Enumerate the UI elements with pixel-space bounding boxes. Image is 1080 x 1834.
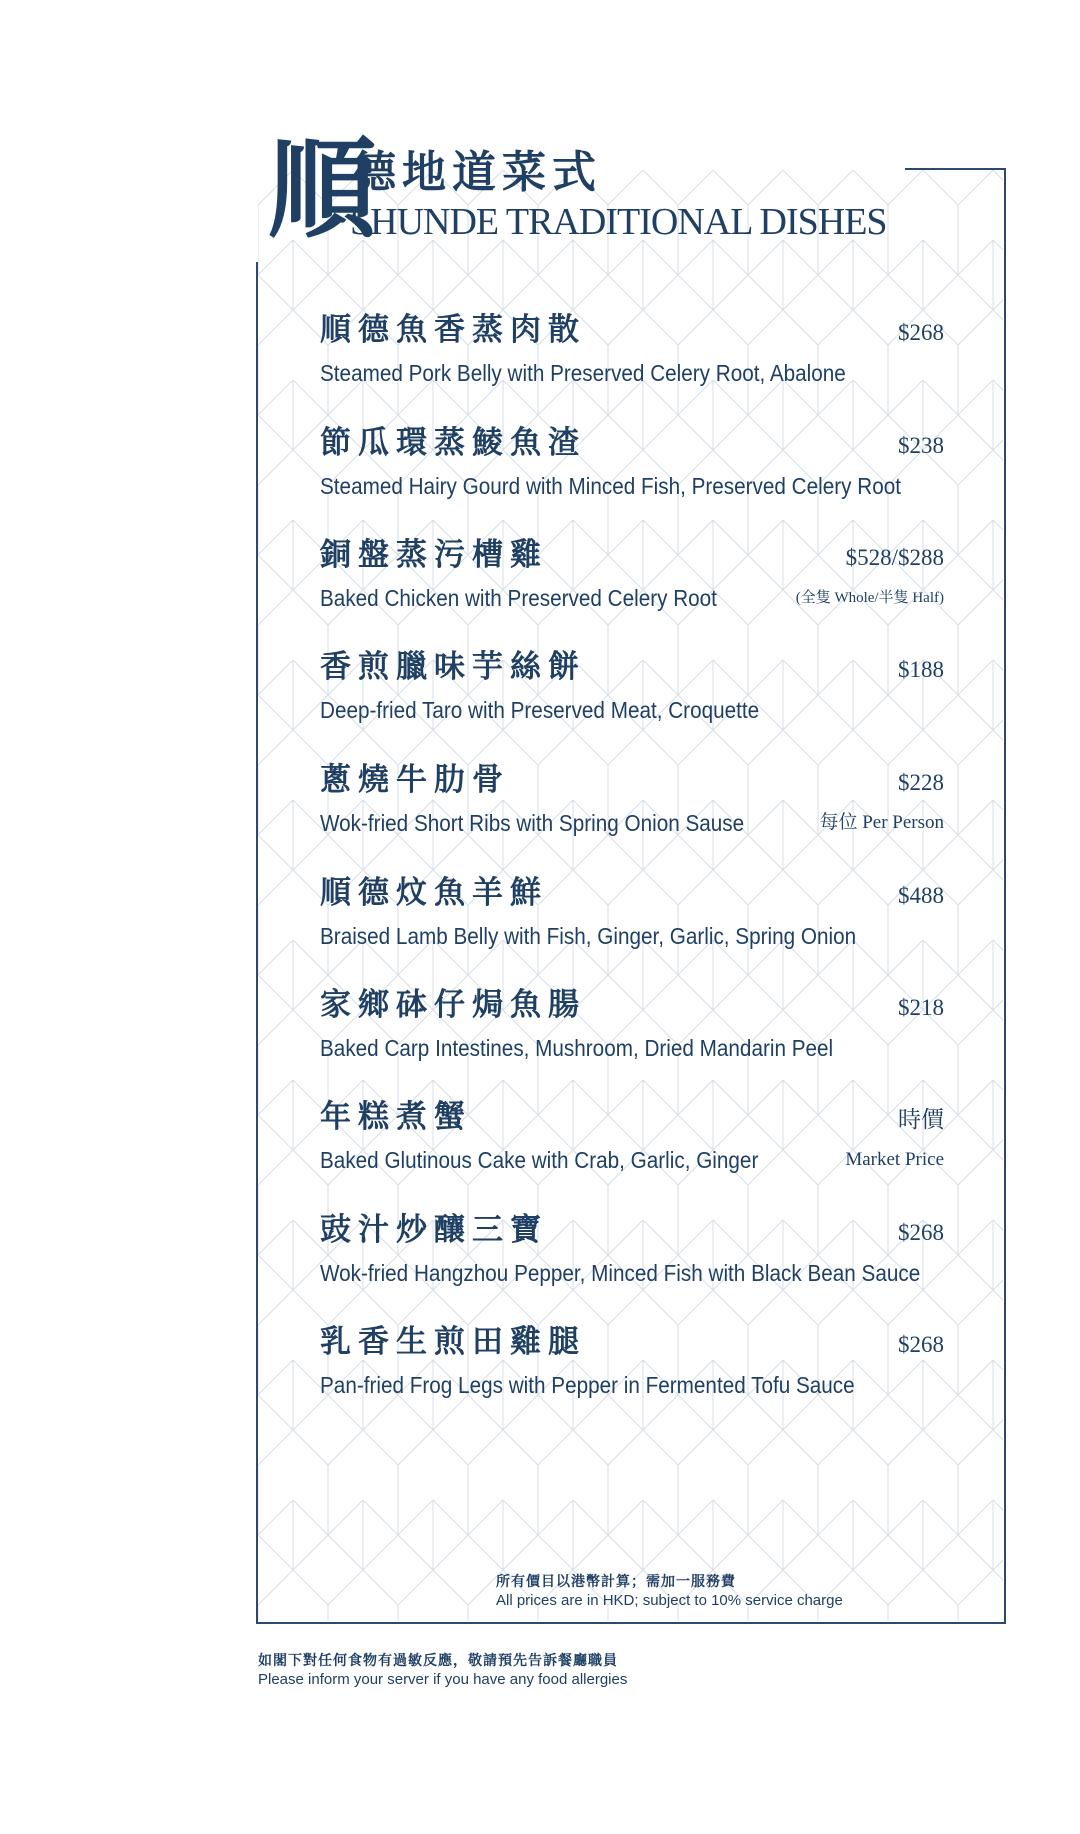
title-chinese: 德地道菜式 — [352, 147, 602, 198]
menu-item — [320, 1097, 944, 1197]
dish-name-chinese: 香煎臘味芋絲餅 — [320, 649, 586, 685]
dish-name-english: Wok-fried Short Ribs with Spring Onion Sause — [320, 810, 745, 836]
dish-name-english: Braised Lamb Belly with Fish, Ginger, Garlic, Spring Onion — [320, 923, 857, 949]
dish-name-english: Baked Carp Intestines, Mushroom, Dried Mandarin Peel — [320, 1035, 834, 1061]
dish-price: $238 — [898, 433, 944, 458]
dish-name-chinese: 順德魚香蒸肉散 — [320, 312, 586, 348]
dish-name-chinese: 順德炆魚羊鮮 — [320, 875, 548, 911]
dish-name-chinese: 年糕煮蟹 — [320, 1099, 472, 1135]
dish-price: $528/$288 — [845, 545, 944, 570]
menu-item — [320, 1210, 944, 1310]
dish-price: $268 — [898, 320, 944, 345]
menu-item — [320, 310, 944, 410]
dish-name-english: Steamed Pork Belly with Preserved Celery Root, Abalone — [320, 360, 846, 386]
menu-item — [320, 985, 944, 1085]
menu-item — [320, 647, 944, 747]
dish-name-english: Deep-fried Taro with Preserved Meat, Croquette — [320, 697, 760, 723]
menu-item — [320, 760, 944, 860]
allergy-notice-chinese: 如閣下對任何食物有過敏反應，敬請預先告訴餐廳職員 — [258, 1653, 618, 1669]
dish-price-note: 每位 Per Person — [819, 812, 944, 833]
dish-price: $268 — [898, 1332, 944, 1357]
dish-price-note: (全隻 Whole/半隻 Half) — [795, 590, 944, 606]
dish-name-chinese: 家鄉砵仔焗魚腸 — [320, 987, 586, 1023]
frame-left-border — [256, 262, 258, 1624]
dish-price: $228 — [898, 770, 944, 795]
dish-name-english: Wok-fried Hangzhou Pepper, Minced Fish with Black Bean Sauce — [320, 1260, 921, 1286]
frame-right-border — [1004, 168, 1006, 1624]
dish-price: $268 — [898, 1220, 944, 1245]
dish-name-english: Baked Glutinous Cake with Crab, Garlic, Ginger — [320, 1147, 759, 1173]
menu-item — [320, 873, 944, 973]
dish-price: 時價 — [898, 1107, 944, 1132]
price-notice-english: All prices are in HKD; subject to 10% service charge — [496, 1592, 843, 1609]
dish-name-english: Pan-fried Frog Legs with Pepper in Fermented Tofu Sauce — [320, 1372, 855, 1398]
dish-name-chinese: 蔥燒牛肋骨 — [320, 762, 510, 798]
menu-item — [320, 535, 944, 635]
menu-item — [320, 1322, 944, 1422]
frame-top-border — [905, 168, 1006, 170]
dish-price-note: Market Price — [845, 1149, 944, 1170]
frame-bottom-border — [256, 1622, 1006, 1624]
price-notice-chinese: 所有價目以港幣計算；需加一服務費 — [496, 1574, 736, 1590]
dish-price: $218 — [898, 995, 944, 1020]
dish-name-chinese: 乳香生煎田雞腿 — [320, 1324, 586, 1360]
dish-name-chinese: 節瓜環蒸鯪魚渣 — [320, 425, 586, 461]
title-large-character: 順 — [268, 127, 377, 253]
dish-name-english: Steamed Hairy Gourd with Minced Fish, Preserved Celery Root — [320, 473, 901, 499]
dish-price: $488 — [898, 883, 944, 908]
dish-name-chinese: 銅盤蒸污槽雞 — [320, 537, 548, 573]
dish-name-english: Baked Chicken with Preserved Celery Root — [320, 585, 717, 611]
menu-item — [320, 423, 944, 523]
dish-price: $188 — [898, 657, 944, 682]
allergy-notice-english: Please inform your server if you have any food allergies — [258, 1671, 628, 1688]
dish-name-chinese: 豉汁炒釀三寶 — [320, 1212, 548, 1248]
title-english: SHUNDE TRADITIONAL DISHES — [350, 201, 887, 243]
